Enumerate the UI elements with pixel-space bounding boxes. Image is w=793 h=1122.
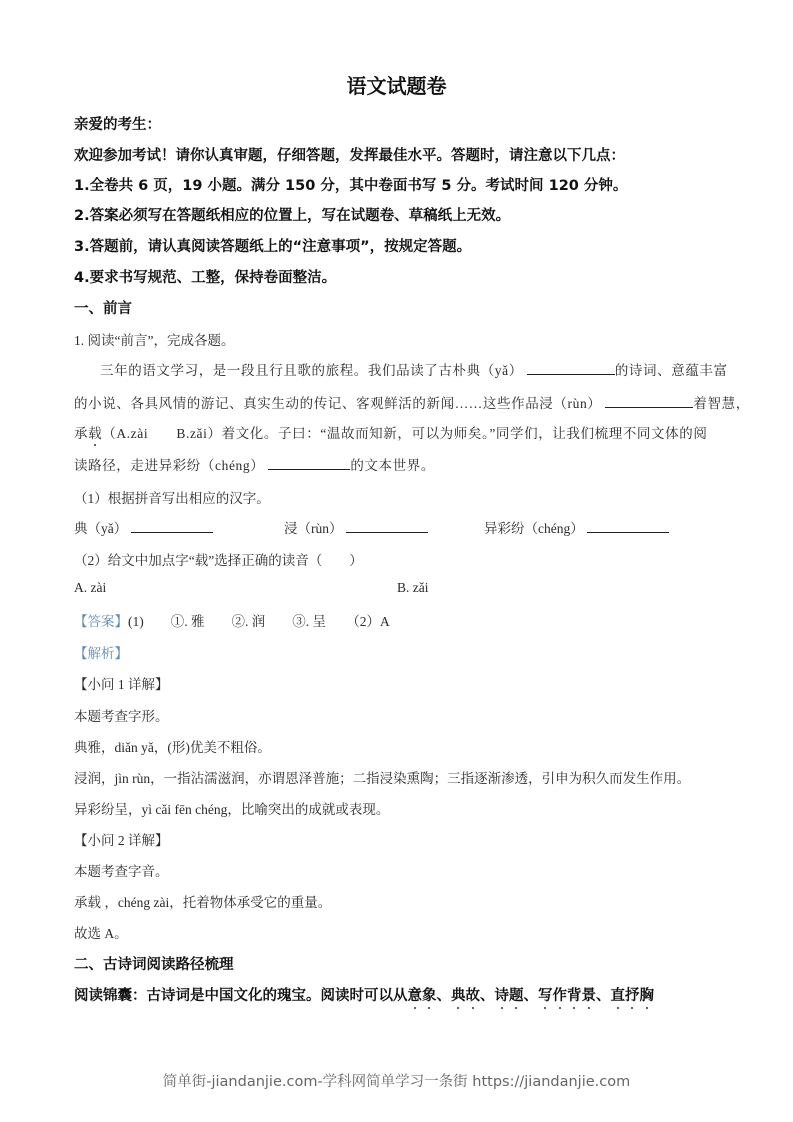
field-cheng xyxy=(484,517,669,537)
subquestion-1-prompt: （1）根据拼音写出相应的汉字。 xyxy=(74,491,270,506)
analysis-line: 异彩纷呈，yì cǎi fēn chéng，比喻突出的成就或表现。 xyxy=(74,802,390,817)
passage-line-2 xyxy=(74,392,750,412)
answer-blank[interactable] xyxy=(346,520,428,533)
field-label: 典（yǎ） xyxy=(74,521,128,536)
q1-detail-heading: 【小问 1 详解】 xyxy=(74,677,169,692)
analysis-line: 故选 A。 xyxy=(74,926,128,941)
section-2-intro xyxy=(74,984,654,1005)
passage-text: 三年的语文学习，是一段且行且歌的旅程。我们品读了古朴典（yǎ） xyxy=(100,363,523,378)
passage-line-1 xyxy=(100,359,728,379)
emphasized-char: 载 xyxy=(88,426,103,441)
answer-blank[interactable] xyxy=(587,520,669,533)
instruction-item: 3.答题前，请认真阅读答题纸上的“注意事项”，按规定答题。 xyxy=(74,239,472,255)
instruction-item: 4.要求书写规范、工整，保持卷面整洁。 xyxy=(74,270,337,286)
passage-line-3 xyxy=(74,422,707,442)
subquestion-2-prompt: （2）给文中加点字“载”选择正确的读音（ ） xyxy=(74,553,363,568)
question-1-prompt: 1. 阅读“前言”，完成各题。 xyxy=(74,333,235,348)
section-heading-2: 二、古诗词阅读路径梳理 xyxy=(74,957,234,973)
subquestion-1-fields xyxy=(74,517,669,537)
page-title: 语文试题卷 xyxy=(346,74,447,98)
analysis-label: 【解析】 xyxy=(74,646,128,661)
footer-watermark: 简单街-jiandanjie.com-学科网简单学习一条街 https://jiandanjie.com xyxy=(162,1074,631,1090)
greeting: 亲爱的考生： xyxy=(74,117,161,133)
passage-text: 的文本世界。 xyxy=(350,458,435,473)
answer-blank[interactable] xyxy=(527,362,615,375)
field-label: 浸（rùn） xyxy=(284,521,343,536)
analysis-line: 承载 ，chéng zài，托着物体承受它的重量。 xyxy=(74,895,332,910)
instruction-item: 1.全卷共 6 页，19 小题。满分 150 分，其中卷面书写 5 分。考试时间 120 分钟。 xyxy=(74,178,628,194)
field-ya xyxy=(74,517,284,537)
passage-text: （A.zài B.zǎi）着文化。子曰：“温故而知新，可以为师矣。”同学们，让我们梳理不同文体的阅 xyxy=(102,426,708,441)
intro-text: 阅读锦囊：古诗词是中国文化的瑰宝。阅读时可以从 xyxy=(74,988,408,1004)
field-label: 异彩纷（chéng） xyxy=(484,521,584,536)
passage-text: 着智慧， xyxy=(693,396,750,411)
analysis-line: 本题考查字音。 xyxy=(74,864,169,879)
section-heading-1: 一、前言 xyxy=(74,301,132,317)
passage-text: 承 xyxy=(74,426,89,441)
answer-line xyxy=(74,610,390,630)
answer-text: (1) ①. 雅 ②. 润 ③. 呈 （2）A xyxy=(128,614,390,629)
answer-blank[interactable] xyxy=(131,520,213,533)
passage-text: 读路径，走进异彩纷（chéng） xyxy=(74,458,265,473)
passage-line-4 xyxy=(74,454,435,474)
passage-text: 的诗词、意蕴丰富 xyxy=(614,363,728,378)
emphasized-text: 意象、典故、诗题、写作背景、直抒胸 xyxy=(407,988,654,1004)
answer-blank[interactable] xyxy=(605,395,693,408)
answer-label: 【答案】 xyxy=(74,614,128,629)
analysis-line: 典雅，diǎn yǎ，(形)优美不粗俗。 xyxy=(74,740,271,755)
instructions-intro: 欢迎参加考试！请你认真审题，仔细答题，发挥最佳水平。答题时，请注意以下几点： xyxy=(74,148,625,164)
option-b: B. zǎi xyxy=(397,580,429,595)
analysis-line: 浸润，jìn rùn，一指沾濡滋润，亦谓恩泽普施；二指浸染熏陶；三指逐渐渗透，引申为积久而发生作用。 xyxy=(74,771,691,786)
field-run xyxy=(284,517,484,537)
analysis-line: 本题考查字形。 xyxy=(74,709,169,724)
option-a: A. zài xyxy=(74,580,107,595)
passage-text: 的小说、各具风情的游记、真实生动的传记、客观鲜活的新闻……这些作品浸（rùn） xyxy=(74,396,602,411)
answer-blank[interactable] xyxy=(268,457,350,470)
q2-detail-heading: 【小问 2 详解】 xyxy=(74,833,169,848)
instruction-item: 2.答案必须写在答题纸相应的位置上，写在试题卷、草稿纸上无效。 xyxy=(74,208,511,224)
